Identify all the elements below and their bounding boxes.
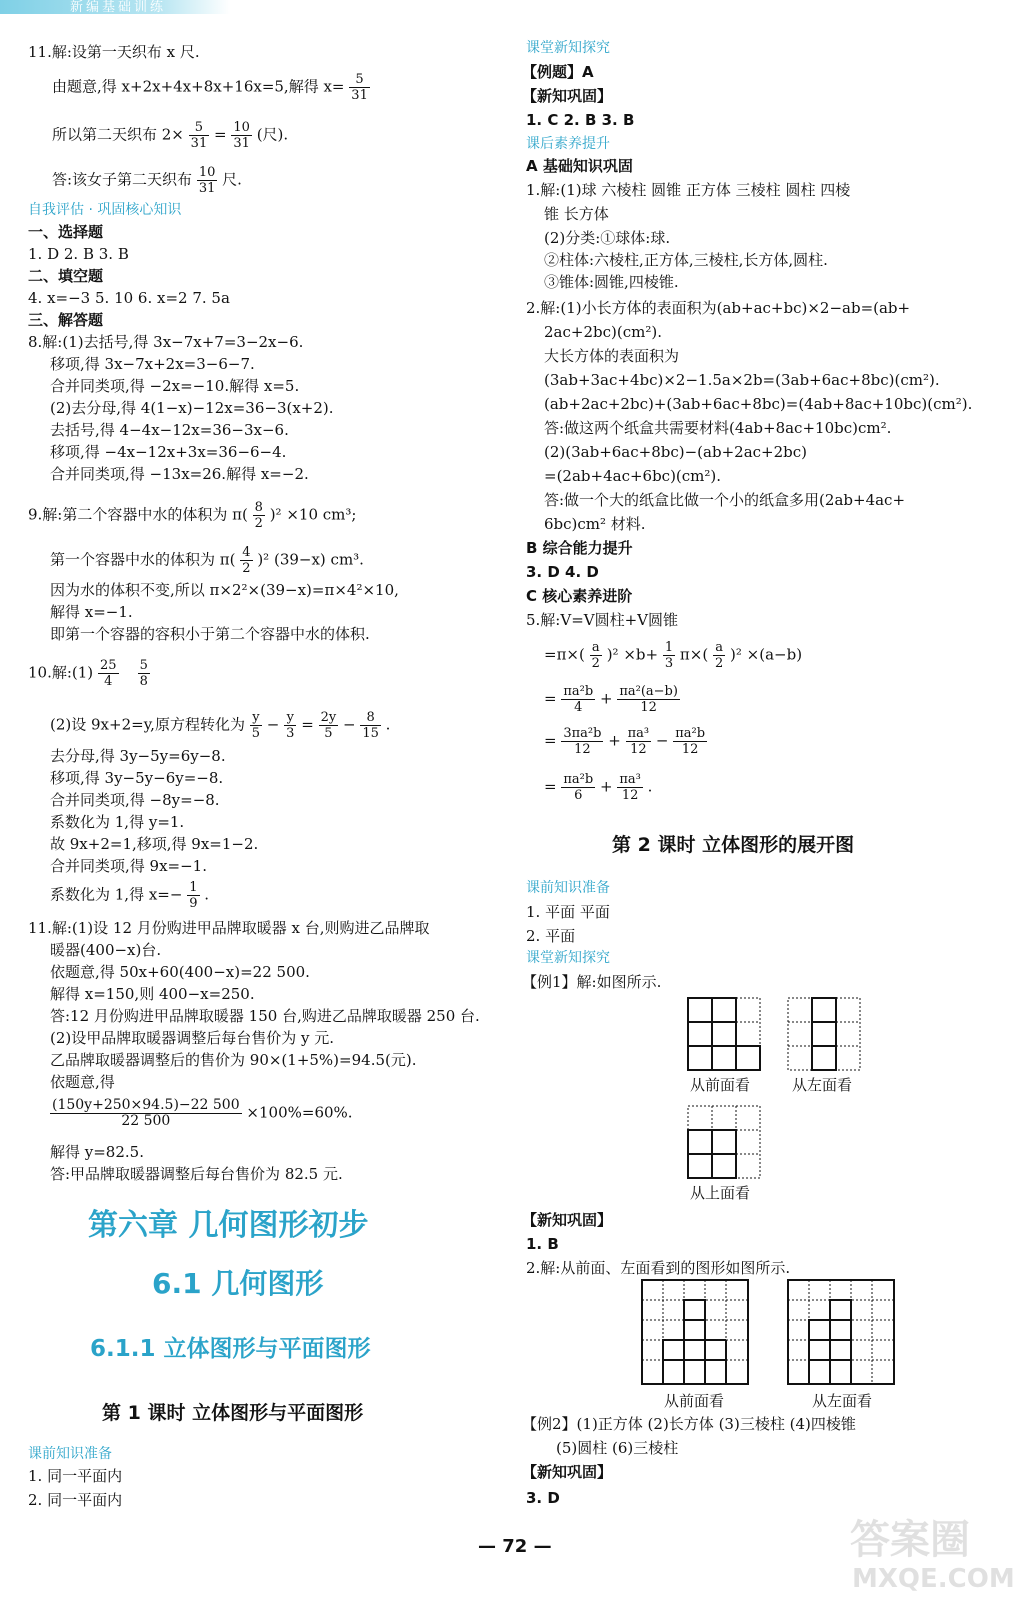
text: (尺). xyxy=(256,125,289,144)
ra-line2: 锥 长方体 xyxy=(544,205,609,223)
q10-line3: 去分母,得 3y−5y=6y−8. xyxy=(50,747,226,765)
numerator: 8 xyxy=(360,710,381,726)
denominator: 2 xyxy=(242,561,251,576)
numerator: 1 xyxy=(189,880,198,895)
dashed-grid xyxy=(642,1280,748,1384)
q10-line7: 故 9x+2=1,移项,得 9x=1−2. xyxy=(50,835,259,853)
text: )² ×(a−b) xyxy=(730,645,803,664)
ra-line13: =(2ab+4ac+6bc)(cm²). xyxy=(544,467,722,485)
subsection-title: 6.1.1 立体图形与平面图形 xyxy=(90,1336,371,1362)
q8-line7: 合并同类项,得 −13x=26.解得 x=−2. xyxy=(50,465,309,483)
header-title: 新编基础训练 xyxy=(70,0,167,15)
numerator: πa²b xyxy=(563,684,594,699)
caption-front-view-2: 从前面看 xyxy=(664,1392,725,1410)
front-view-figure-2 xyxy=(640,1278,752,1388)
q11-line2: 暖器(400−x)台. xyxy=(50,941,162,959)
numerator: πa³ xyxy=(619,772,641,787)
pre-class-answer-2: 2. 同一平面内 xyxy=(28,1491,123,1509)
q9-line3: 因为水的体积不变,所以 π×2²×(39−x)=π×4²×10, xyxy=(50,581,399,599)
text: . xyxy=(385,715,391,734)
q9-line1 xyxy=(28,500,356,531)
watermark-logo xyxy=(840,1505,1020,1595)
q10-line2 xyxy=(50,710,390,741)
text: = xyxy=(214,125,227,144)
rc-line1: 5.解:V=V圆柱+V圆锥 xyxy=(526,611,679,629)
numerator: 1 xyxy=(664,640,674,655)
q10-line8: 合并同类项,得 9x=−1. xyxy=(50,857,207,875)
q10-line4: 移项,得 3y−5y−6y=−8. xyxy=(50,769,224,787)
ra-line9: (3ab+3ac+4bc)×2−1.5a×2b=(3ab+6ac+8bc)(cm²). xyxy=(544,371,940,389)
fraction xyxy=(284,710,296,741)
denominator: 15 xyxy=(362,726,379,741)
denominator: 2 xyxy=(714,656,724,671)
ra-line7: 2ac+2bc)(cm²). xyxy=(544,323,662,341)
q10-line6: 系数化为 1,得 y=1. xyxy=(50,813,185,831)
q8-line3: 合并同类项,得 −2x=−10.解得 x=5. xyxy=(50,377,300,395)
dashed-grid xyxy=(688,1106,760,1178)
solid-outline xyxy=(642,1280,748,1384)
numerator: 2y xyxy=(320,710,337,725)
text: − xyxy=(342,715,356,734)
fraction xyxy=(673,726,707,757)
fraction xyxy=(250,710,262,741)
numerator: πa³ xyxy=(627,726,650,741)
pre-class-2-answer-1: 1. 平面 平面 xyxy=(526,903,610,921)
q8-line6: 移项,得 −4x−12x+3x=36−6−4. xyxy=(50,443,287,461)
q11-prev-line1: 11.解:设第一天织布 x 尺. xyxy=(28,43,200,61)
section-pre-class: 课前知识准备 xyxy=(28,1446,112,1462)
example2-line2: (5)圆柱 (6)三棱柱 xyxy=(556,1439,679,1457)
answers-fill: 4. x=−3 5. 10 6. x=2 7. 5a xyxy=(28,289,230,307)
numerator: 4 xyxy=(242,545,251,560)
q11-prev-answer xyxy=(52,165,242,196)
fraction xyxy=(617,684,680,715)
denominator: 3 xyxy=(286,726,295,741)
q11-line4: 解得 x=150,则 400−x=250. xyxy=(50,985,255,1003)
level-b-answers: 3. D 4. D xyxy=(526,563,599,581)
text: − xyxy=(655,731,669,750)
q11-line10: 解得 y=82.5. xyxy=(50,1143,144,1161)
q10-line1 xyxy=(28,658,150,689)
fraction xyxy=(561,726,603,757)
text: . xyxy=(647,777,653,796)
text: )² ×10 cm³; xyxy=(269,505,357,524)
fraction xyxy=(617,772,643,803)
heading-solve: 三、解答题 xyxy=(28,311,104,329)
numerator: 5 xyxy=(189,120,210,136)
q11-line11: 答:甲品牌取暖器调整后每台售价为 82.5 元. xyxy=(50,1165,343,1183)
fraction xyxy=(240,545,252,576)
denominator: 31 xyxy=(351,88,368,103)
section-after-class: 课后素养提升 xyxy=(526,136,610,152)
numerator: πa²(a−b) xyxy=(619,684,678,699)
text: = xyxy=(544,689,557,708)
text: = xyxy=(544,731,557,750)
denominator: 5 xyxy=(324,726,333,741)
q11-line1: 11.解:(1)设 12 月份购进甲品牌取暖器 x 台,则购进乙品牌取 xyxy=(28,919,430,937)
denominator: 2 xyxy=(254,516,263,531)
page-header xyxy=(0,0,1027,18)
numerator: y xyxy=(250,710,262,726)
text: + xyxy=(599,777,613,796)
caption-top-view: 从上面看 xyxy=(690,1184,751,1202)
denominator: 22 500 xyxy=(121,1113,171,1129)
q11-line3: 依题意,得 50x+60(400−x)=22 500. xyxy=(50,963,310,981)
denominator: 31 xyxy=(233,136,250,151)
fraction xyxy=(197,165,218,196)
level-b-heading: B 综合能力提升 xyxy=(526,539,633,557)
denominator: 5 xyxy=(251,726,261,741)
example1-line: 【例1】解:如图所示. xyxy=(522,973,662,991)
section-self-eval: 自我评估 · 巩固核心知识 xyxy=(28,202,182,218)
text: = xyxy=(301,715,314,734)
fraction xyxy=(626,726,652,757)
level-c-heading: C 核心素养进阶 xyxy=(526,587,633,605)
numerator: 10 xyxy=(198,165,216,180)
numerator: y xyxy=(284,710,296,726)
denominator: 12 xyxy=(621,788,639,803)
denominator: 3 xyxy=(664,656,674,671)
ra-line1: 1.解:(1)球 六棱柱 圆锥 正方体 三棱柱 圆柱 四棱 xyxy=(526,181,851,199)
text: 由题意,得 x+2x+4x+8x+16x=5,解得 x= xyxy=(52,77,345,96)
fraction xyxy=(349,72,370,103)
solid-outline xyxy=(788,1280,894,1384)
dashed-grid xyxy=(788,998,860,1070)
q11-line5: 答:12 月份购进甲品牌取暖器 150 台,购进乙品牌取暖器 250 台. xyxy=(50,1007,480,1025)
fraction xyxy=(231,120,252,151)
denominator: 6 xyxy=(574,788,583,803)
numerator: a xyxy=(713,640,725,656)
ra-line6: 2.解:(1)小长方体的表面积为(ab+ac+bc)×2−ab=(ab+ xyxy=(526,299,911,317)
text: . xyxy=(204,885,210,904)
q11-line8: 依题意,得 xyxy=(50,1073,115,1091)
consolidation-2-answer-1: 1. B xyxy=(526,1235,559,1253)
q8-line2: 移项,得 3x−7x+2x=3−6−7. xyxy=(50,355,255,373)
numerator: 3πa²b xyxy=(563,726,602,741)
consolidation-heading: 【新知巩固】 xyxy=(522,87,613,105)
ra-line11: 答:做这两个纸盒共需要材料(4ab+8ac+10bc)cm². xyxy=(544,419,892,437)
pre-class-2-answer-2: 2. 平面 xyxy=(526,927,576,945)
denominator: 8 xyxy=(139,674,148,689)
text: (2)设 9x+2=y,原方程转化为 xyxy=(50,715,245,734)
level-a-heading: A 基础知识巩固 xyxy=(526,157,633,175)
fraction xyxy=(319,710,339,741)
text: 系数化为 1,得 x=− xyxy=(50,885,183,904)
solid-outline xyxy=(688,998,760,1070)
ra-line10: (ab+2ac+2bc)+(3ab+6ac+8bc)=(4ab+8ac+10bc)(cm²). xyxy=(544,395,973,413)
lesson2-title: 第 2 课时 立体图形的展开图 xyxy=(612,834,855,856)
denominator: 4 xyxy=(104,674,113,689)
denominator: 4 xyxy=(574,700,583,715)
ra-line12: (2)(3ab+6ac+8bc)−(ab+2ac+2bc) xyxy=(544,443,807,461)
q8-line5: 去括号,得 4−4x−12x=36−3x−6. xyxy=(50,421,289,439)
fraction xyxy=(561,772,595,803)
ra-line4: ②柱体:六棱柱,正方体,三棱柱,长方体,圆柱. xyxy=(544,251,828,269)
page-number: — 72 — xyxy=(478,1536,552,1557)
caption-left-view: 从左面看 xyxy=(792,1076,853,1094)
q10-line9 xyxy=(50,880,209,911)
fraction xyxy=(713,640,725,671)
denominator: 12 xyxy=(574,742,591,757)
example-answer: 【例题】A xyxy=(522,63,594,81)
rc-line5 xyxy=(544,772,652,803)
q11-prev-line2 xyxy=(52,72,370,103)
watermark-chars: 答案圈 xyxy=(850,1517,970,1563)
q10-line5: 合并同类项,得 −8y=−8. xyxy=(50,791,220,809)
text: 答:该女子第二天织布 xyxy=(52,170,193,189)
numerator: πa²b xyxy=(675,726,706,741)
numerator: 5 xyxy=(349,72,370,88)
rc-line4 xyxy=(544,726,707,757)
heading-fill: 二、填空题 xyxy=(28,267,104,285)
consolidation-answers: 1. C 2. B 3. B xyxy=(526,111,635,129)
pre-class-answer-1: 1. 同一平面内 xyxy=(28,1467,123,1485)
fraction xyxy=(663,640,675,671)
watermark-domain: MXQE.COM xyxy=(852,1564,1015,1594)
q11-line7: 乙品牌取暖器调整后的售价为 90×(1+5%)=94.5(元). xyxy=(50,1051,417,1069)
section-in-class: 课堂新知探究 xyxy=(526,40,610,56)
consolidation-3-answer: 3. D xyxy=(526,1489,560,1507)
denominator: 12 xyxy=(640,700,657,715)
q9-line2 xyxy=(50,545,364,576)
chapter-title: 第六章 几何图形初步 xyxy=(88,1208,369,1243)
fraction xyxy=(50,1098,242,1129)
text: + xyxy=(608,731,621,750)
text: 第一个容器中水的体积为 π( xyxy=(50,550,236,569)
q11-line9 xyxy=(50,1098,353,1129)
text: 尺. xyxy=(222,170,242,189)
denominator: 9 xyxy=(189,896,198,911)
caption-left-view-2: 从左面看 xyxy=(812,1392,873,1410)
example2-line1: 【例2】(1)正方体 (2)长方体 (3)三棱柱 (4)四棱锥 xyxy=(522,1415,856,1433)
numerator: 5 xyxy=(139,658,148,673)
text: )² (39−x) cm³. xyxy=(257,550,364,569)
consolidation-heading-3: 【新知巩固】 xyxy=(522,1463,613,1481)
caption-front-view: 从前面看 xyxy=(690,1076,751,1094)
denominator: 31 xyxy=(198,181,216,196)
fraction xyxy=(138,658,150,689)
left-view-figure xyxy=(786,996,866,1072)
section-pre-class-2: 课前知识准备 xyxy=(526,880,610,896)
fraction xyxy=(360,710,381,741)
denominator: 12 xyxy=(681,742,699,757)
q8-line4: (2)去分母,得 4(1−x)−12x=36−3(x+2). xyxy=(50,399,334,417)
fraction xyxy=(561,684,595,715)
text: + xyxy=(599,689,613,708)
text: π×( xyxy=(679,645,709,664)
numerator: 25 xyxy=(99,658,117,673)
text: =π×( xyxy=(544,645,585,664)
denominator: 31 xyxy=(190,136,208,151)
fraction xyxy=(98,658,119,689)
q9-line4: 解得 x=−1. xyxy=(50,603,133,621)
fraction xyxy=(189,120,210,151)
consolidation-heading-2: 【新知巩固】 xyxy=(522,1211,613,1229)
consolidation-2-answer-2: 2.解:从前面、左面看到的图形如图所示. xyxy=(526,1259,791,1277)
section-title: 6.1 几何图形 xyxy=(152,1267,324,1300)
denominator: 2 xyxy=(591,656,600,671)
ra-line15: 6bc)cm² 材料. xyxy=(544,515,646,533)
ra-line5: ③锥体:圆锥,四棱锥. xyxy=(544,273,679,291)
ra-line8: 大长方体的表面积为 xyxy=(544,347,680,365)
answers-choice: 1. D 2. B 3. B xyxy=(28,245,129,263)
lesson1-title: 第 1 课时 立体图形与平面图形 xyxy=(102,1402,364,1424)
solid-outline xyxy=(812,998,836,1070)
numerator: 8 xyxy=(254,500,263,515)
q9-line5: 即第一个容器的容积小于第二个容器中水的体积. xyxy=(50,625,370,643)
text: )² ×b+ xyxy=(606,645,659,664)
numerator: πa²b xyxy=(563,772,594,787)
text: 所以第二天织布 2× xyxy=(52,125,184,144)
heading-choice: 一、选择题 xyxy=(28,223,104,241)
front-view-figure xyxy=(686,996,766,1072)
text: − xyxy=(266,715,280,734)
ra-line14: 答:做一个大的纸盒比做一个小的纸盒多用(2ab+4ac+ xyxy=(544,491,906,509)
fraction xyxy=(590,640,602,671)
fraction xyxy=(253,500,265,531)
text: ×100%=60%. xyxy=(246,1103,353,1122)
q11-prev-line3 xyxy=(52,120,288,151)
q11-line6: (2)设甲品牌取暖器调整后每台售价为 y 元. xyxy=(50,1029,335,1047)
numerator: a xyxy=(590,640,602,656)
dashed-grid xyxy=(688,998,760,1070)
text: = xyxy=(544,777,557,796)
denominator: 12 xyxy=(630,742,647,757)
left-view-figure-2 xyxy=(786,1278,898,1388)
top-view-figure xyxy=(686,1104,766,1180)
text: 9.解:第二个容器中水的体积为 π( xyxy=(28,505,248,524)
solid-outline xyxy=(688,1130,736,1178)
rc-line2 xyxy=(544,640,802,671)
q8-line1: 8.解:(1)去括号,得 3x−7x+7=3−2x−6. xyxy=(28,333,304,351)
ra-line3: (2)分类:①球体:球. xyxy=(544,229,671,247)
numerator: 10 xyxy=(233,120,250,135)
dashed-grid xyxy=(788,1280,894,1384)
fraction xyxy=(187,880,199,911)
section-in-class-2: 课堂新知探究 xyxy=(526,950,610,966)
numerator: (150y+250×94.5)−22 500 xyxy=(52,1097,240,1113)
rc-line3 xyxy=(544,684,680,715)
text: 10.解:(1) xyxy=(28,663,94,682)
